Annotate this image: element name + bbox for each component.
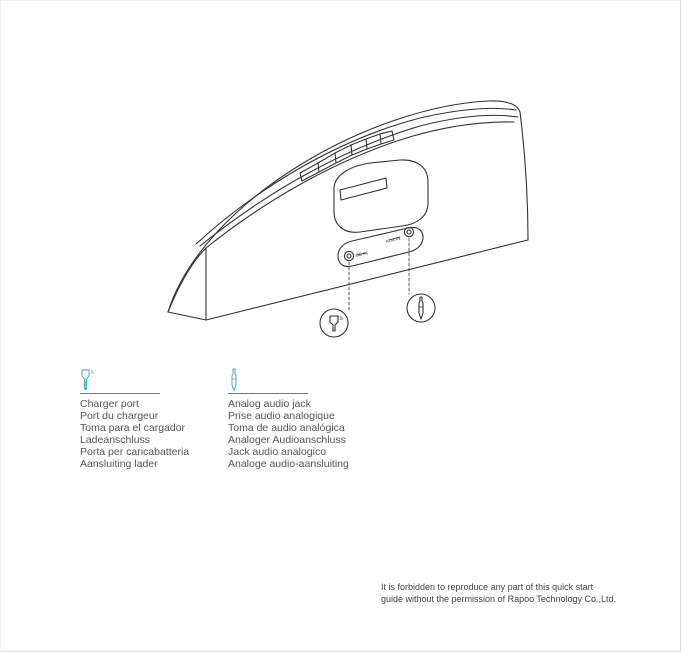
charger-port-label-fr: Port du chargeur [80, 410, 159, 422]
charger-port-label-de: Ladeanschluss [80, 434, 151, 446]
audio-jack-label-es: Toma de audio analógica [228, 422, 345, 434]
audio-jack-icon [228, 368, 240, 392]
audio-jack-label-en: Analog audio jack [228, 398, 311, 410]
dc-port [344, 251, 353, 260]
copyright-notice [381, 581, 616, 605]
copyright-line-2: guide without the permission of Rapoo Technology Co.,Ltd. [381, 594, 616, 604]
speaker-end-cap [168, 248, 206, 320]
audio-jack-label-de: Analoger Audioanschluss [228, 434, 346, 446]
charger-port-label-list [80, 398, 189, 470]
aux-in-port-label: AUX IN [385, 235, 401, 244]
charger-port-label-it: Porta per caricabatteria [80, 446, 190, 458]
charger-callout-circle [320, 309, 348, 337]
charger-plug-icon-callout [330, 316, 343, 331]
charger-port-label-en: Charger port [80, 398, 139, 410]
display-window [334, 160, 428, 232]
legend-divider [80, 393, 160, 394]
audio-jack-label-fr: Prise audio analogique [228, 410, 335, 422]
audio-jack-icon-callout [419, 297, 423, 319]
legend-divider [228, 393, 308, 394]
audio-jack-label-nl: Analoge audio-aansluiting [228, 458, 349, 470]
dc-in-port-label: DC IN [355, 250, 369, 258]
audio-jack-label-it: Jack audio analogico [228, 446, 327, 458]
charger-port-label-nl: Aansluiting lader [80, 458, 158, 470]
audio-jack-label-list [228, 398, 349, 470]
charger-plug-icon [80, 368, 100, 392]
copyright-line-1: It is forbidden to reproduce any part of this quick start [381, 582, 594, 592]
speaker-body [168, 101, 528, 320]
aux-port [404, 227, 413, 236]
charger-port-label-es: Toma para el cargador [80, 422, 186, 434]
